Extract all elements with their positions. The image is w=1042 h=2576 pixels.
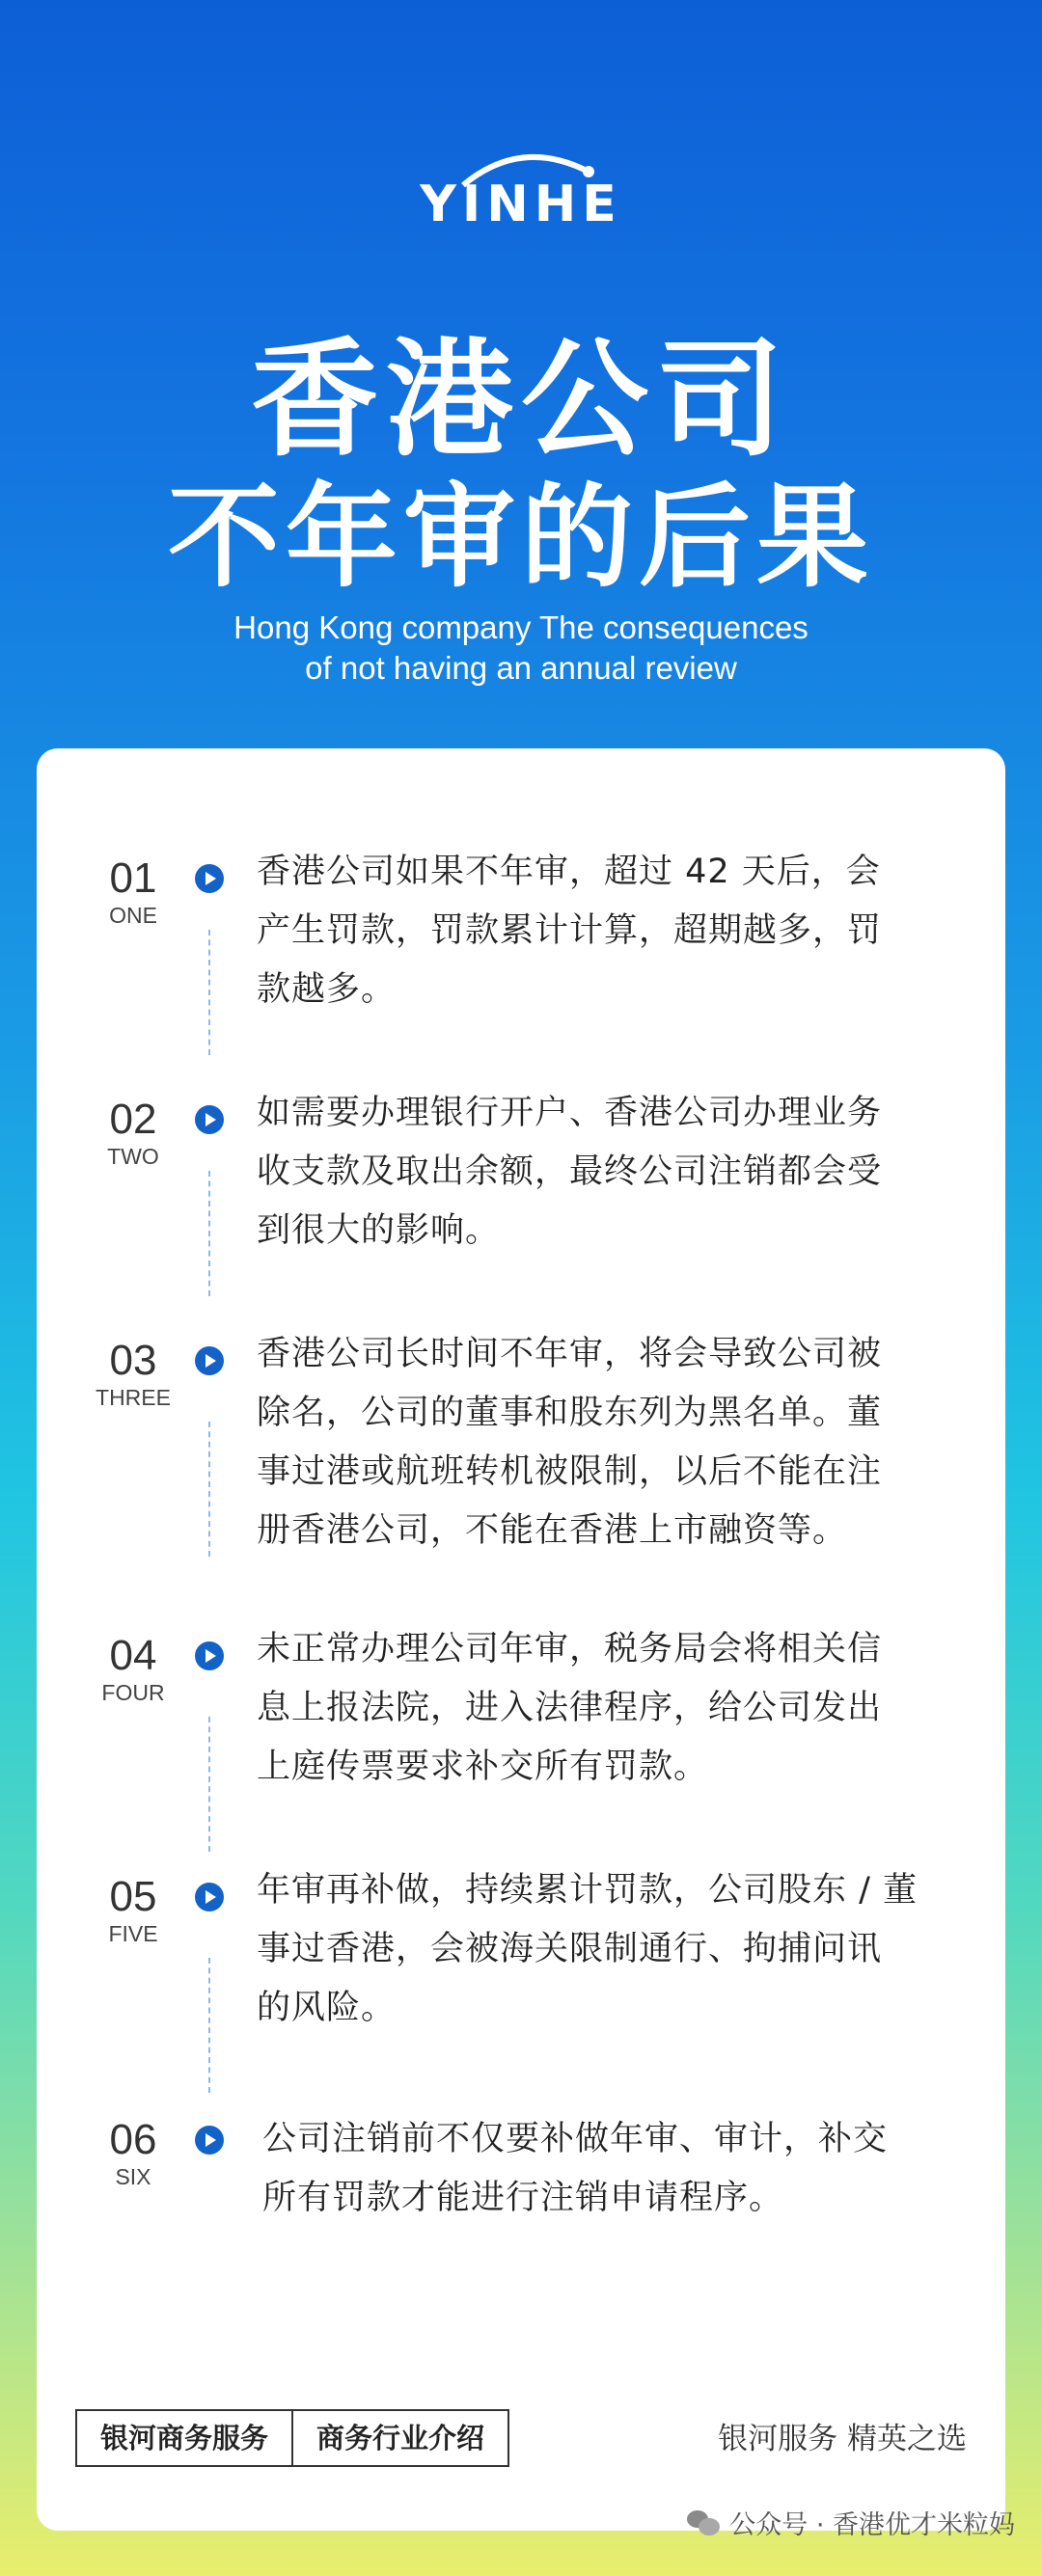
play-bullet-icon — [195, 864, 224, 893]
item-text-line: 年审再补做，持续累计罚款，公司股东 / 董 — [257, 1871, 919, 1910]
item-text-line: 册香港公司，不能在香港上市融资等。 — [257, 1511, 848, 1550]
footer-tags — [75, 2409, 509, 2467]
dashed-divider — [208, 1717, 210, 1852]
item-text-line: 未正常办理公司年审，税务局会将相关信 — [257, 1630, 883, 1668]
page-subtitle — [0, 608, 1042, 689]
item-text — [257, 1620, 978, 1797]
item-text — [257, 1084, 978, 1261]
play-bullet-icon — [195, 2126, 224, 2155]
subtitle-line1: Hong Kong company The consequences — [233, 610, 809, 645]
item-number-word: ONE — [109, 903, 157, 928]
item-text-line: 上庭传票要求补交所有罚款。 — [257, 1748, 709, 1786]
item-text-line: 收支款及取出余额，最终公司注销都会受 — [257, 1152, 883, 1191]
item-text-line: 款越多。 — [257, 970, 397, 1009]
item-number-word: FIVE — [108, 1921, 158, 1946]
item-number: 02 — [109, 1096, 157, 1143]
item-text-line: 息上报法院，进入法律程序，给公司发出 — [257, 1689, 883, 1727]
tag-yinhe-services: 银河商务服务 — [100, 2422, 269, 2454]
item-text-line: 到很大的影响。 — [257, 1211, 501, 1250]
yinhe-logo — [0, 143, 1042, 233]
wechat-watermark — [687, 2504, 1015, 2541]
item-text-line: 事过香港，会被海关限制通行、拘捕问讯 — [257, 1930, 883, 1968]
item-number: 03 — [109, 1337, 157, 1384]
item-text — [257, 1861, 978, 2038]
wechat-icon — [687, 2510, 720, 2535]
logo-text: YINHE — [420, 176, 622, 233]
item-text — [257, 1325, 978, 1560]
watermark-text: 公众号 · 香港优才米粒妈 — [729, 2510, 1015, 2540]
item-text — [257, 843, 978, 1019]
play-bullet-icon — [195, 1105, 224, 1134]
item-text-line: 的风险。 — [257, 1989, 397, 2027]
item-text-line: 香港公司如果不年审，超过 42 天后，会 — [257, 853, 881, 891]
item-number-word: FOUR — [101, 1680, 165, 1705]
item-number: 06 — [109, 2116, 157, 2163]
play-bullet-icon — [195, 1641, 224, 1670]
item-number-word: SIX — [115, 2164, 151, 2189]
item-text-line: 除名，公司的董事和股东列为黑名单。董 — [257, 1394, 883, 1432]
item-number: 05 — [109, 1873, 157, 1920]
content-card — [37, 748, 1005, 2531]
item-text — [262, 2110, 984, 2228]
item-text-line: 香港公司长时间不年审，将会导致公司被 — [257, 1335, 883, 1373]
item-text-line: 所有罚款才能进行注销申请程序。 — [262, 2179, 784, 2217]
dashed-divider — [208, 1958, 210, 2093]
play-bullet-icon — [195, 1883, 224, 1912]
footer-slogan: 银河服务 精英之选 — [718, 2422, 967, 2456]
item-number: 01 — [109, 854, 157, 902]
tag-industry-intro: 商务行业介绍 — [291, 2411, 507, 2465]
page-title-line1: 香港公司 — [251, 326, 791, 475]
item-text-line: 产生罚款，罚款累计计算，超期越多，罚 — [257, 911, 883, 950]
item-text-line: 公司注销前不仅要补做年审、审计，补交 — [262, 2120, 889, 2158]
item-text-line: 事过港或航班转机被限制，以后不能在注 — [257, 1452, 883, 1491]
item-number-word: TWO — [107, 1144, 159, 1169]
dashed-divider — [208, 930, 210, 1055]
item-number-word: THREE — [96, 1385, 171, 1410]
play-bullet-icon — [195, 1346, 224, 1375]
dashed-divider — [208, 1422, 210, 1557]
page-title-line2: 不年审的后果 — [168, 473, 874, 603]
item-text-line: 如需要办理银行开户、香港公司办理业务 — [257, 1094, 883, 1132]
item-number: 04 — [109, 1632, 157, 1679]
dashed-divider — [208, 1171, 210, 1296]
subtitle-line2: of not having an annual review — [305, 650, 737, 686]
